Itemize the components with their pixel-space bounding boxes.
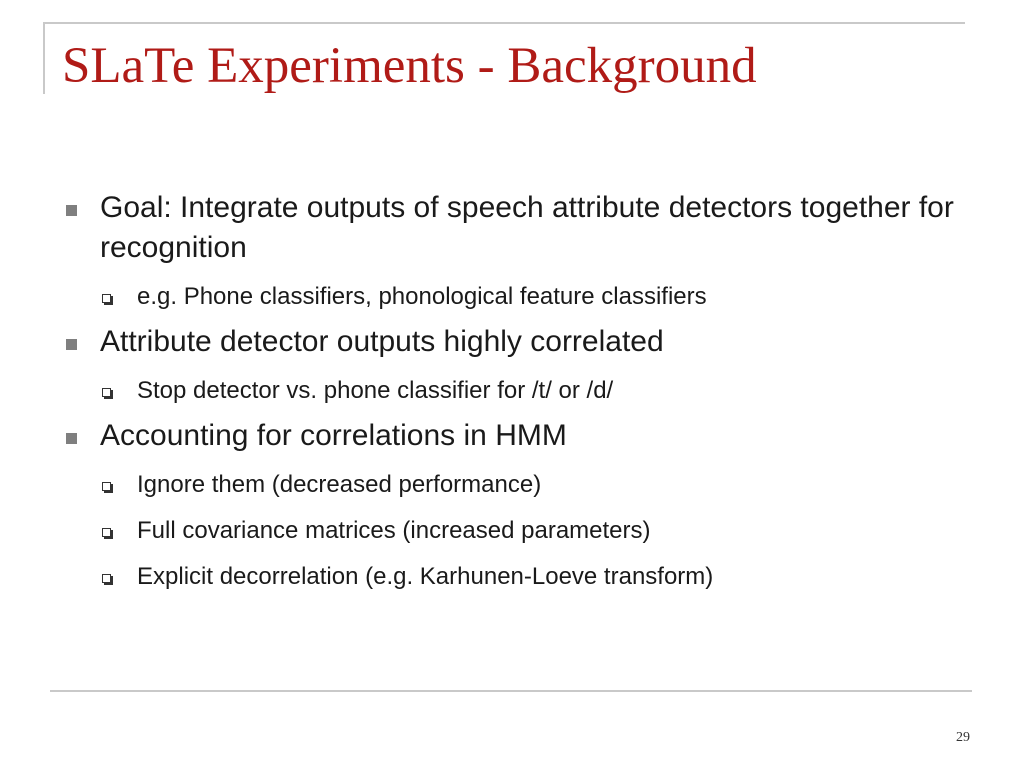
hollow-square-bullet-icon	[102, 294, 111, 303]
sub-bullet-item	[62, 376, 962, 406]
square-bullet-icon	[66, 339, 77, 350]
square-bullet-icon	[66, 205, 77, 216]
bullet-text: Goal: Integrate outputs of speech attribute detectors together for recognition	[100, 191, 954, 264]
sub-bullet-text: e.g. Phone classifiers, phonological feature classifiers	[137, 283, 707, 310]
hollow-square-bullet-icon	[102, 574, 111, 583]
page-number: 29	[956, 730, 970, 745]
hollow-square-bullet-icon	[102, 482, 111, 491]
bullet-item	[62, 188, 962, 268]
bullet-item	[62, 416, 962, 456]
sub-bullet-text: Full covariance matrices (increased parameters)	[137, 517, 651, 544]
sub-bullet-item	[62, 470, 962, 500]
bullet-text: Accounting for correlations in HMM	[100, 419, 567, 452]
sub-bullet-item	[62, 562, 962, 592]
square-bullet-icon	[66, 433, 77, 444]
sub-bullet-item	[62, 516, 962, 546]
sub-bullet-item	[62, 282, 962, 312]
sub-bullet-text: Stop detector vs. phone classifier for /t/ or /d/	[137, 377, 614, 404]
bullet-list	[62, 188, 962, 592]
sub-bullet-text: Explicit decorrelation (e.g. Karhunen-Loeve transform)	[137, 563, 714, 590]
slide-title: SLaTe Experiments - Background	[62, 38, 757, 94]
bullet-text: Attribute detector outputs highly correlated	[100, 325, 664, 358]
title-frame-top-rule	[43, 22, 965, 24]
title-frame-left-rule	[43, 22, 45, 94]
hollow-square-bullet-icon	[102, 528, 111, 537]
bullet-item	[62, 322, 962, 362]
hollow-square-bullet-icon	[102, 388, 111, 397]
sub-bullet-text: Ignore them (decreased performance)	[137, 471, 542, 498]
footer-rule	[50, 690, 972, 692]
